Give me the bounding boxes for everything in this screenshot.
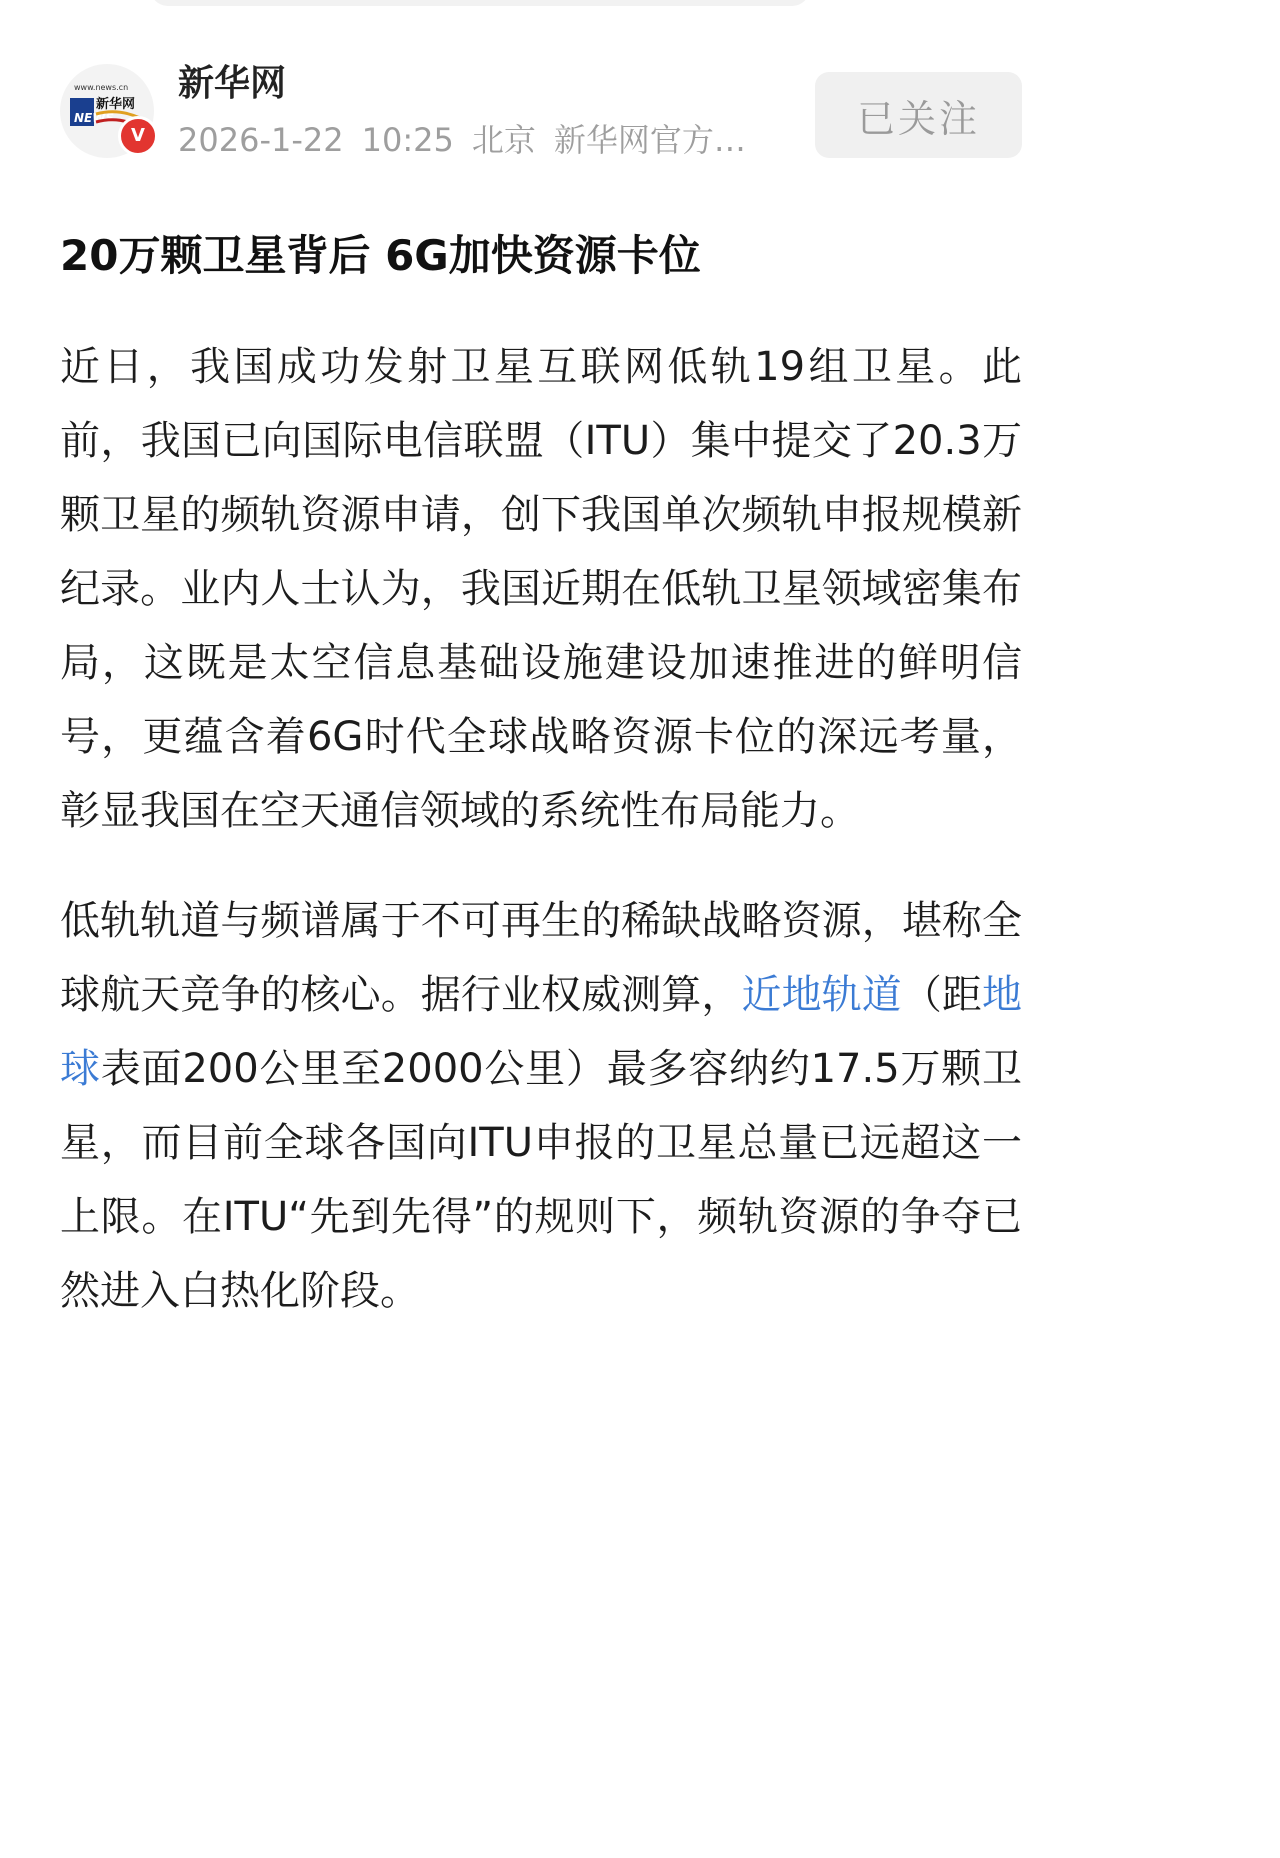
paragraph-text: （距 [901,972,983,1018]
paragraph-text: 表面200公里至2000公里）最多容纳约17.5万颗卫星，而目前全球各国向ITU申报的卫星总量已远超这一上限。在ITU“先到先得”的规则下，频轨资源的争夺已然进入白热化阶段。 [60,1046,1022,1314]
logo-news-text: NEWS [74,111,115,125]
post-time: 10:25 [361,121,454,159]
avatar[interactable] [60,64,154,158]
link-near-earth-orbit[interactable]: 近地轨道 [741,972,902,1018]
top-search-bar-edge [150,0,810,6]
follow-button[interactable]: 已关注 [815,72,1022,158]
article-body [60,222,1022,1328]
post-meta [178,120,778,160]
logo-text: 新华网 [96,97,136,112]
post-date: 2026-1-22 [178,121,344,159]
verified-icon: V [118,116,158,156]
article-paragraph-1: 近日，我国成功发射卫星互联网低轨19组卫星。此前，我国已向国际电信联盟（ITU）集中提交了20.3万颗卫星的频轨资源申请，创下我国单次频轨申报规模新纪录。业内人士认为，我国近期在低轨卫星领域密集布局，这既是太空信息基础设施建设加速推进的鲜明信号，更蕴含着6G时代全球战略资源卡位的深远考量，彰显我国在空天通信领域的系统性布局能力。 [60,344,1022,834]
article-title: 20万颗卫星背后 6G加快资源卡位 [60,231,701,280]
paragraph-text: 低轨轨道与频谱属于不可再生的稀缺战略资源，堪称全球航天竞争的核心。据行业权威测算， [60,898,1022,1018]
author-header [60,62,1022,162]
article-paragraph-2 [60,884,1022,1328]
post-source: 新华网官方… [553,121,746,159]
link-earth[interactable]: 地球 [60,972,1023,1092]
account-name[interactable]: 新华网 [178,63,287,104]
post-location: 北京 [471,121,536,159]
logo-url-text: www.news.cn [74,83,129,92]
